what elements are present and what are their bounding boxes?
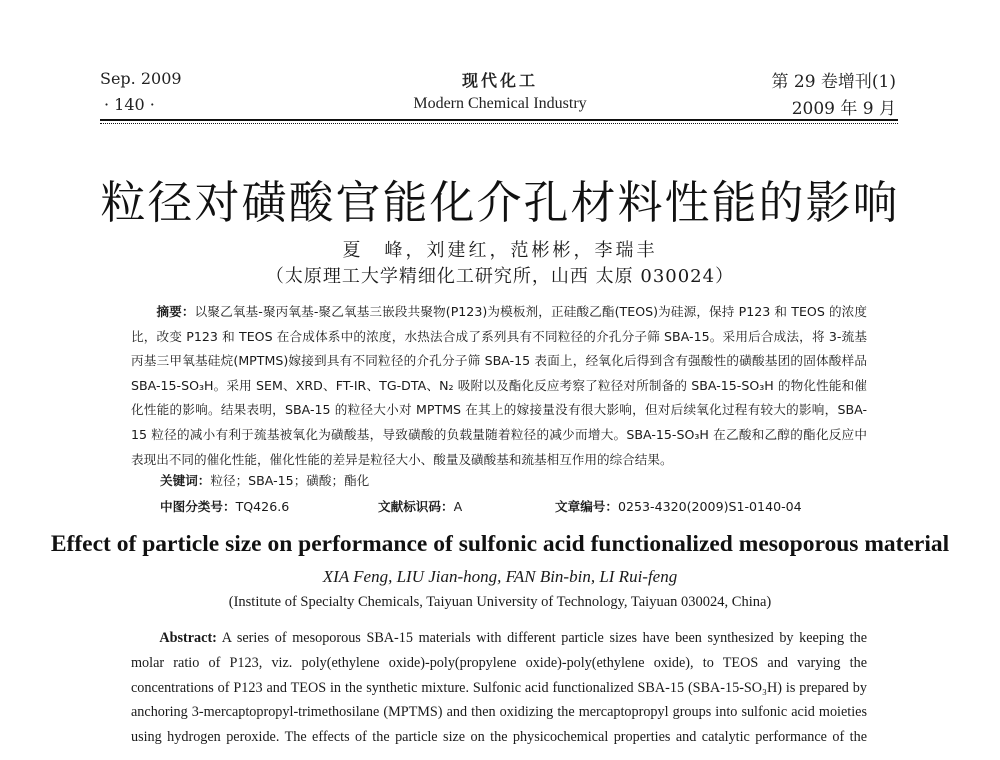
header-volume: 第 29 卷增刊(1) — [771, 72, 896, 92]
abstract-cn-text: 以聚乙氧基-聚丙氧基-聚乙氧基三嵌段共聚物(P123)为模板剂，正硅酸乙酯(TEOS)为硅源，保持 P123 和 TEOS 的浓度比，改变 P123 和 TEOS 在合成体系中的浓度，水热法合成了系列具有不同粒径的介孔分子筛 SBA-15。采用后合成法，将 3-巯基丙基三甲氧基硅烷(MPTMS)嫁接到具有不同粒径的介孔分子筛 SBA-15 表面上，经氧化后得到含有强酸性的磺酸基团的固体酸样品 SBA-15-SO₃H。采用 SEM、XRD、FT-IR、TG-DTA、N₂ 吸附以及酯化反应考察了粒径对所制备的 SBA-15-SO₃H 的物化性能和催化性能的影响。结果表明，SBA-15 的粒径大小对 MPTMS 在其上的嫁接量没有很大影响，但对后续氧化过程有较大的影响，SBA-15 粒径的减小有利于巯基被氧化为磺酸基，导致磺酸的负载量随着粒径的减少而增大。SBA-15-SO₃H 在乙酸和乙醇的酯化反应中表现出不同的催化性能，催化性能的差异是粒径大小、酸量及磺酸基和巯基相互作用的综合结果。 — [131, 304, 868, 467]
authors-cn: 夏 峰，刘建红，范彬彬，李瑞丰 — [342, 240, 658, 261]
doc-code-label: 文献标识码： — [378, 499, 454, 514]
keywords-cn-text: 粒径；SBA-15；磺酸；酯化 — [210, 473, 370, 488]
abstract-cn — [131, 300, 867, 472]
header-issue-date: 2009 年 9 月 — [791, 99, 896, 119]
clc-number — [160, 496, 289, 515]
keywords-cn — [160, 470, 369, 489]
clc-value: TQ426.6 — [235, 499, 290, 514]
header-rule — [100, 119, 898, 121]
abstract-en — [131, 626, 867, 750]
title-en: Effect of particle size on performance of sulfonic acid functionalized mesoporous material — [50, 531, 950, 557]
clc-label: 中图分类号： — [160, 499, 236, 514]
abstract-en-text: A series of mesoporous SBA-15 materials with different particle sizes have been synthesized by keeping the molar ratio of P123, viz. poly(ethylene oxide)-poly(propylene oxide)-poly(ethylene oxide), to TEOS and varying the concentrations of P123 and TEOS in the synthetic mixture. Sulfonic acid functionalized SBA-15 (SBA-15-SO₃H) is prepared by anchoring 3-mercaptopropyl-trimethosilane (MPTMS) and then oxidizing the mercaptopropyl groups into sulfonic acid moieties using hydrogen peroxide. The effects of the particle size on the physicochemical properties and catalytic performance of the — [131, 630, 868, 746]
affiliation-cn: （太原理工大学精细化工研究所，山西 太原 030024） — [265, 266, 735, 287]
abstract-cn-label: 摘要： — [156, 304, 195, 319]
header-journal-cn: 现代化工 — [461, 71, 538, 90]
header-date: Sep. 2009 — [100, 69, 182, 88]
keywords-cn-label: 关键词： — [160, 473, 211, 488]
title-cn: 粒径对磺酸官能化介孔材料性能的影响 — [100, 176, 900, 229]
authors-en: XIA Feng, LIU Jian-hong, FAN Bin-bin, LI Rui-feng — [322, 567, 678, 586]
header-page-number: · 140 · — [104, 95, 155, 114]
header-rule-dotted — [100, 123, 898, 124]
doc-code-value: A — [453, 499, 463, 514]
abstract-en-label: Abstract: — [159, 630, 217, 646]
document-code — [378, 496, 462, 515]
article-number — [555, 496, 802, 515]
affiliation-en: (Institute of Specialty Chemicals, Taiyuan University of Technology, Taiyuan 030024, China) — [228, 594, 772, 610]
article-number-label: 文章编号： — [555, 499, 618, 514]
article-number-value: 0253-4320(2009)S1-0140-04 — [617, 499, 802, 514]
header-journal-en: Modern Chemical Industry — [413, 95, 587, 112]
